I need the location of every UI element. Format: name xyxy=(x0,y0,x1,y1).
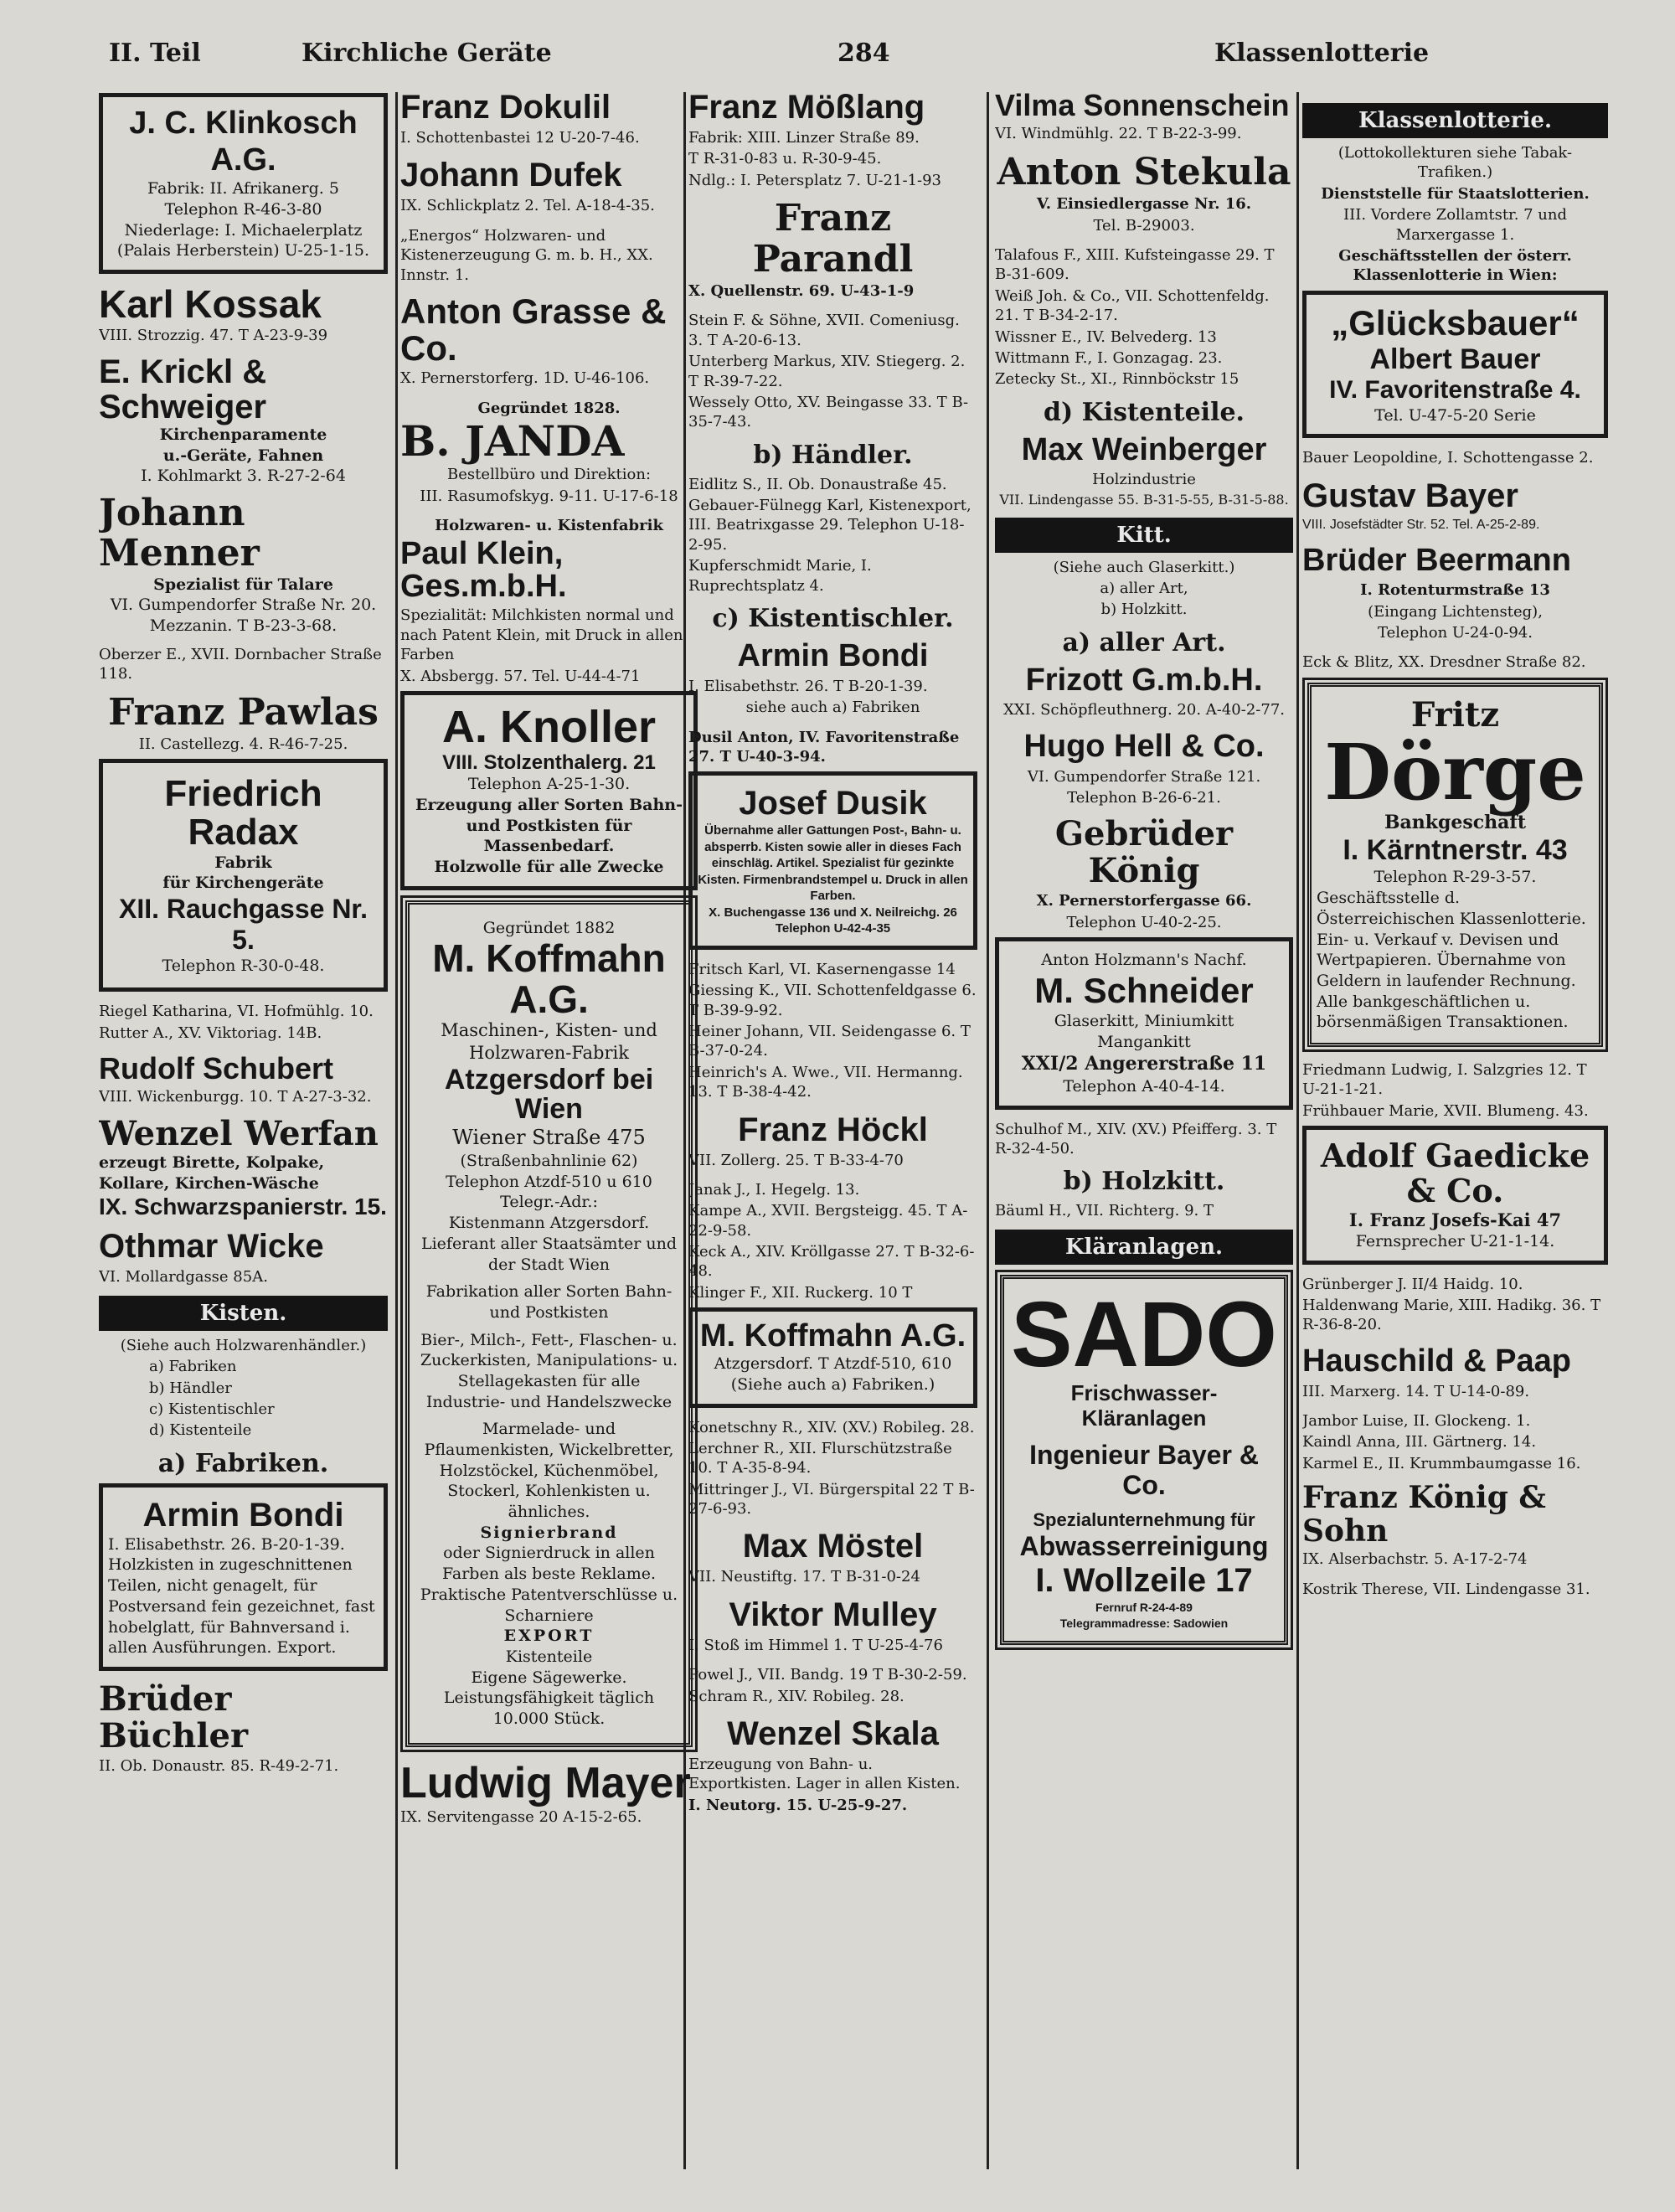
ad-line: Kistenmann Atzgersdorf. xyxy=(448,1214,650,1233)
section-note: (Lottokollekturen siehe Tabak-Trafiken.) xyxy=(1337,144,1573,182)
ad-text: Übernahme aller Gattungen Post-, Bahn- u. absperrb. Kisten sowie aller in dieses Fach einschläg. Artikel. Spezialist für gezinkte Kisten. Firmenbrandstempel u. Druck in allen Farben. xyxy=(698,823,968,904)
section-heading: a) Fabriken. xyxy=(157,1448,329,1478)
directory-entry: Giessing K., VII. Schottenfeldgasse 6. T B-39-9-92. xyxy=(688,982,977,1019)
company-name: Hugo Hell & Co. xyxy=(1023,728,1265,764)
column-5 xyxy=(1302,88,1608,2204)
address: VI. Windmühlg. 22. T B-22-3-99. xyxy=(995,125,1242,143)
ad-knoller xyxy=(400,691,698,890)
ad-line: IX. Schwarzspanierstr. 15. xyxy=(99,1194,387,1220)
ad-line: Tel. B-29003. xyxy=(1093,216,1195,235)
company-name: Anton Grasse & Co. xyxy=(400,291,667,369)
ad-line: (Eingang Lichtensteg), xyxy=(1368,602,1543,621)
directory-entry: Karmel E., II. Krummbaumgasse 16. xyxy=(1302,1454,1581,1472)
company-name: Wenzel Werfan xyxy=(99,1113,379,1153)
ad-line: Fabrik: II. Afrikanerg. 5 xyxy=(147,179,339,199)
company-name: Frizott G.m.b.H. xyxy=(1025,662,1263,698)
ad-radax xyxy=(99,759,388,992)
directory-entry: Kaindl Anna, III. Gärtnerg. 14. xyxy=(1302,1433,1537,1451)
section-bar-klaeranlagen: Kläranlagen. xyxy=(995,1230,1293,1265)
ad-line: Bier-, Milch-, Fett-, Flaschen- u. Zuckerkisten, Manipulations- u. Stellagekasten für alle Industrie- und Handelszwecke xyxy=(420,1330,678,1411)
directory-entry: Kupferschmidt Marie, I. Ruprechtsplatz 4. xyxy=(688,557,872,595)
company-name: Max Möstel xyxy=(742,1528,924,1565)
ad-line: Signierbrand xyxy=(480,1523,618,1542)
ad-line: (Straßenbahnlinie 62) xyxy=(460,1152,638,1171)
directory-entry: Unterberg Markus, XIV. Stiegerg. 2. T R-39-7-22. xyxy=(688,353,966,390)
ad-text: I. Elisabethstr. 26. B-20-1-39. Holzkisten in zugeschnittenen Teilen, nicht genagelt, für Postversand fein gezeichnet, fast hobelglatt, für Bahnversand i. allen Ausführungen. Export. xyxy=(108,1534,375,1658)
company-name: Dörge xyxy=(1324,726,1586,817)
company-name: Franz Höckl xyxy=(738,1111,928,1148)
ad-line: (Palais Herberstein) U-25-1-15. xyxy=(116,241,370,260)
company-name: Hauschild & Paap xyxy=(1302,1343,1571,1379)
section-bar-kisten: Kisten. xyxy=(99,1296,388,1331)
list-item: d) Kistenteile xyxy=(149,1421,252,1440)
ad-line: (Siehe auch a) Fabriken.) xyxy=(730,1374,935,1394)
ad-bondi xyxy=(99,1483,388,1671)
address: VII. Neustiftg. 17. T B-31-0-24 xyxy=(688,1568,920,1586)
ad-line: Telephon R-30-0-48. xyxy=(162,956,325,975)
directory-entry: Eidlitz S., II. Ob. Donaustraße 45. xyxy=(688,475,947,493)
directory-entry: Talafous F., XIII. Kufsteingasse 29. T B-31-609. xyxy=(995,245,1275,284)
ad-line: Ingenieur Bayer & Co. xyxy=(1029,1439,1259,1501)
company-name: Franz Parandl xyxy=(752,197,914,281)
company-name: Gustav Bayer xyxy=(1302,477,1518,514)
company-name: Gebrüder König xyxy=(1054,814,1234,891)
directory-entry: Wessely Otto, XV. Beingasse 33. T B-35-7-43. xyxy=(688,393,969,431)
ad-line: Tel. U-47-5-20 Serie xyxy=(1374,405,1536,425)
company-name: SADO xyxy=(1011,1282,1277,1386)
ad-line: X. Pernerstorfergasse 66. xyxy=(1036,892,1252,910)
company-name: B. JANDA xyxy=(400,415,625,466)
address: I. Neutorg. 15. U-25-9-27. xyxy=(688,1796,908,1814)
company-name: Johann Dufek xyxy=(400,157,622,194)
ad-line: Spezialist für Talare xyxy=(153,575,333,594)
directory-entry: Heinrich's A. Wwe., VII. Hermanng. 13. T B-38-4-42. xyxy=(688,1063,963,1101)
company-name: Franz Pawlas xyxy=(108,690,379,734)
ad-line: erzeugt Birette, Kolpake, xyxy=(99,1152,325,1172)
directory-entry: Riegel Katharina, VI. Hofmühlg. 10. xyxy=(99,1003,374,1021)
company-name: Josef Dusik xyxy=(739,785,927,822)
directory-entry: Kampe A., XVII. Bergsteigg. 45. T A-22-9-58. xyxy=(688,1202,968,1240)
address: IX. Alserbachstr. 5. A-17-2-74 xyxy=(1302,1550,1528,1569)
address: VIII. Wickenburgg. 10. T A-27-3-32. xyxy=(99,1088,372,1106)
ad-line: IV. Favoritenstraße 4. xyxy=(1329,376,1581,405)
company-name: J. C. Klinkosch A.G. xyxy=(129,106,358,178)
ad-line: Mangankitt xyxy=(1097,1032,1191,1051)
ad-line: Holzwaren- u. Kistenfabrik xyxy=(435,517,663,535)
address: X. Buchengasse 136 und X. Neilreichg. 26 xyxy=(709,905,957,920)
ad-klinkosch xyxy=(99,93,388,274)
directory-entry: Klinger F., XII. Ruckerg. 10 T xyxy=(688,1283,913,1302)
directory-entry: Gebauer-Fülnegg Karl, Kistenexport, III. Beatrixgasse 29. Telephon U-18-2-95. xyxy=(688,497,972,554)
company-name: Vilma Sonnenschein xyxy=(995,88,1290,122)
column-2 xyxy=(400,88,698,2204)
ad-line: Dienststelle für Staatslotterien. xyxy=(1321,184,1590,203)
directory-entry: Mittringer J., VI. Bürgerspital 22 T B-27-6-93. xyxy=(688,1480,975,1518)
company-name: Brüder Beermann xyxy=(1302,542,1571,578)
phone: Telephon U-42-4-35 xyxy=(775,921,891,936)
list-item: a) aller Art, xyxy=(1100,579,1188,597)
company-name: M. Schneider xyxy=(1034,970,1254,1010)
address: X. Quellenstr. 69. U-43-1-9 xyxy=(688,281,915,300)
directory-entry: Bäuml H., VII. Richterg. 9. T xyxy=(995,1202,1214,1220)
directory-entry: Heiner Johann, VII. Seidengasse 6. T B-37-0-24. xyxy=(688,1022,971,1060)
company-name: „Glücksbauer“ xyxy=(1331,302,1580,343)
ad-line: VIII. Stolzenthalerg. 21 xyxy=(442,750,656,774)
ad-line: Lieferant aller Staatsämter und der Stadt Wien xyxy=(420,1234,678,1274)
directory-entry: Eck & Blitz, XX. Dresdner Straße 82. xyxy=(1302,653,1586,672)
ad-line: Telephon B-26-6-21. xyxy=(1067,788,1221,807)
directory-entry: Weiß Joh. & Co., VII. Schottenfeldg. 21. T B-34-2-17. xyxy=(995,286,1270,325)
list-item: b) Holzkitt. xyxy=(1100,601,1188,619)
ad-line: für Kirchengeräte xyxy=(162,874,324,893)
directory-entry: Rutter A., XV. Viktoriag. 14B. xyxy=(99,1024,322,1042)
ad-line: VII. Lindengasse 55. B-31-5-55, B-31-5-88. xyxy=(999,491,1289,508)
ad-line: Telephon A-25-1-30. xyxy=(467,775,631,794)
ad-line: I. Kohlmarkt 3. R-27-2-64 xyxy=(141,467,346,486)
company-name: Brüder Büchler xyxy=(99,1678,249,1756)
page-number: 284 xyxy=(838,39,890,68)
directory-entry: Dusil Anton, IV. Favoritenstraße 27. T U-40-3-94. xyxy=(688,728,960,766)
directory-entry: Haldenwang Marie, XIII. Hadikg. 36. T R-36-8-20. xyxy=(1302,1297,1601,1334)
ad-line: Fabrik xyxy=(214,853,272,872)
ad-line: u.-Geräte, Fahnen xyxy=(162,446,324,465)
company-name: Karl Kossak xyxy=(99,282,322,327)
company-name: Max Weinberger xyxy=(1021,431,1267,467)
ad-line: I. Wollzeile 17 xyxy=(1035,1562,1253,1600)
ad-line: Telephon U-40-2-25. xyxy=(1066,913,1222,931)
ad-line: I. Elisabethstr. 26. T B-20-1-39. xyxy=(688,677,928,695)
directory-entry: Frühbauer Marie, XVII. Blumeng. 43. xyxy=(1302,1101,1589,1120)
ad-line: VI. Gumpendorfer Straße Nr. 20. xyxy=(110,596,377,615)
ad-text: Geschäftsstelle d. Österreichischen Klassenlotterie. Ein- u. Verkauf v. Devisen und Wertpapieren. Übernahme von Geldern in laufender Rechnung. Alle bankgeschäftlichen u. börsenmäßigen Transaktionen. xyxy=(1317,889,1586,1032)
ad-line: EXPORT xyxy=(503,1627,595,1646)
column-1 xyxy=(99,88,388,2204)
directory-entry: Grünberger J. II/4 Haidg. 10. xyxy=(1302,1275,1523,1293)
address: III. Marxerg. 14. T U-14-0-89. xyxy=(1302,1382,1530,1400)
address: X. Pernerstorferg. 1D. U-46-106. xyxy=(400,369,650,388)
address: IX. Servitengasse 20 A-15-2-65. xyxy=(400,1808,642,1827)
directory-entry: Janak J., I. Hegelg. 13. xyxy=(688,1180,860,1199)
section-note: (Siehe auch Glaserkitt.) xyxy=(1053,558,1235,576)
part-label: II. Teil xyxy=(109,39,201,68)
ad-line: Holzindustrie xyxy=(1092,471,1196,489)
section-heading: b) Händler. xyxy=(753,440,913,470)
ad-line: Eigene Sägewerke. Leistungsfähigkeit täglich 10.000 Stück. xyxy=(443,1668,655,1728)
ad-gluecksbauer xyxy=(1302,291,1608,439)
section-title-right: Klassenlotterie xyxy=(1214,39,1430,68)
company-name: Wenzel Skala xyxy=(727,1715,939,1753)
directory-entry: Stein F. & Söhne, XVII. Comeniusg. 3. T A-20-6-13. xyxy=(688,312,960,349)
company-name: Franz Dokulil xyxy=(400,89,611,126)
page-header xyxy=(109,39,1533,72)
ad-line: Anton Holzmann's Nachf. xyxy=(1041,951,1247,970)
phone: Fernruf R-24-4-89 xyxy=(1095,1601,1193,1615)
section-heading: a) aller Art. xyxy=(1062,627,1226,657)
ad-line: Niederlage: I. Michaelerplatz xyxy=(124,220,363,240)
ad-line: Telephon R-46-3-80 xyxy=(164,200,322,219)
address: XXI. Schöpfleuthnerg. 20. A-40-2-77. xyxy=(1002,701,1285,719)
ad-line: Bankgeschäft xyxy=(1384,811,1527,833)
company-name: Friedrich Radax xyxy=(164,773,322,853)
address: VIII. Josefstädter Str. 52. Tel. A-25-2-89. xyxy=(1302,517,1540,532)
company-name: Armin Bondi xyxy=(142,1496,344,1534)
column-3 xyxy=(688,88,977,2204)
column-divider xyxy=(987,92,989,2169)
directory-entry: Wittmann F., I. Gonzagag. 23. xyxy=(995,348,1223,367)
directory-entry: Schram R., XIV. Robileg. 28. xyxy=(688,1687,904,1705)
company-name: Franz Mößlang xyxy=(688,89,925,126)
ad-line: VI. Gumpendorfer Straße 121. xyxy=(1027,767,1261,786)
directory-entry: Schulhof M., XIV. (XV.) Pfeifferg. 3. T R-32-4-50. xyxy=(995,1120,1277,1158)
company-name: A. Knoller xyxy=(441,701,657,752)
ad-line: Spezialunternehmung für xyxy=(1033,1509,1255,1531)
company-name: Ludwig Mayer xyxy=(400,1758,691,1807)
directory-entry: Friedmann Ludwig, I. Salzgries 12. T U-21-1-21. xyxy=(1302,1060,1587,1099)
ad-line: Erzeugung von Bahn- u. Exportkisten. Lager in allen Kisten. xyxy=(688,1756,961,1793)
ad-line: Telephon U-24-0-94. xyxy=(1377,623,1533,642)
ad-koffmahn xyxy=(405,900,693,1747)
ad-line: Telephon A-40-4-14. xyxy=(1063,1077,1225,1096)
founded-note: Gegründet 1882 xyxy=(482,918,616,937)
ad-line: Mezzanin. T B-23-3-68. xyxy=(149,616,338,636)
ad-line: Fabrik: XIII. Linzer Straße 89. xyxy=(688,129,920,147)
directory-entry: Powel J., VII. Bandg. 19 T B-30-2-59. xyxy=(688,1666,967,1684)
ad-line: Spezialität: Milchkisten normal und nach Patent Klein, mit Druck in allen Farben xyxy=(400,606,683,664)
ad-line: Kollare, Kirchen-Wäsche xyxy=(99,1173,319,1193)
list-item: b) Händler xyxy=(149,1379,232,1397)
column-4 xyxy=(995,88,1293,2204)
address: VIII. Strozzig. 47. T A-23-9-39 xyxy=(99,327,328,345)
directory-entry: Konetschny R., XIV. (XV.) Robileg. 28. xyxy=(688,1418,975,1436)
ad-line: III. Vordere Zollamtstr. 7 und Marxergasse 1. xyxy=(1343,206,1568,244)
ad-line: Holzwolle für alle Zwecke xyxy=(434,857,664,876)
directory-entry: Oberzer E., XVII. Dornbacher Straße 118. xyxy=(99,645,382,683)
directory-entry: Kostrik Therese, VII. Lindengasse 31. xyxy=(1302,1580,1590,1598)
ad-line: Atzgersdorf bei Wien xyxy=(444,1063,654,1126)
ad-line: Glaserkitt, Miniumkitt xyxy=(1054,1012,1234,1031)
ad-line: Geschäftsstellen der österr. Klassenlotterie in Wien: xyxy=(1338,246,1572,285)
company-name: Rudolf Schubert xyxy=(99,1051,333,1086)
address: VI. Mollardgasse 85A. xyxy=(99,1268,268,1286)
directory-entry: Fritsch Karl, VI. Kasernengasse 14 xyxy=(688,960,956,978)
ad-line: XII. Rauchgasse Nr. 5. xyxy=(118,894,368,955)
ad-line: Kistenteile xyxy=(505,1647,593,1666)
company-name: Franz König & Sohn xyxy=(1302,1480,1546,1549)
directory-entry: Jambor Luise, II. Glockeng. 1. xyxy=(1302,1411,1531,1430)
directory-entry: Bauer Leopoldine, I. Schottengasse 2. xyxy=(1302,449,1594,467)
ad-line: V. Einsiedlergasse Nr. 16. xyxy=(1036,195,1252,214)
address: VII. Zollerg. 25. T B-33-4-70 xyxy=(688,1151,904,1169)
ad-line: siehe auch a) Fabriken xyxy=(745,699,920,717)
ad-line: Fritz xyxy=(1410,694,1500,735)
ad-line: X. Absbergg. 57. Tel. U-44-4-71 xyxy=(400,667,641,685)
telegram-address: Telegrammadresse: Sadowien xyxy=(1059,1616,1229,1630)
ad-gaedicke xyxy=(1302,1126,1608,1265)
founded-note: Gegründet 1828. xyxy=(477,399,621,417)
ad-line: Frischwasser-Kläranlagen xyxy=(1070,1379,1218,1431)
ad-line: I. Franz Josefs-Kai 47 xyxy=(1348,1209,1562,1230)
address: I. Schottenbastei 12 U-20-7-46. xyxy=(400,129,640,147)
ad-line: III. Rasumofskyg. 9-11. U-17-6-18 xyxy=(420,487,678,505)
company-name: M. Koffmahn A.G. xyxy=(432,936,666,1021)
section-heading: d) Kistenteile. xyxy=(1044,397,1245,427)
ad-line: I. Kärntnerstr. 43 xyxy=(1343,834,1568,867)
ad-line: Marmelade- und Pflaumenkisten, Wickelbretter, Holzstöckel, Küchenmöbel, Stockerl, Kohlenkisten u. ähnliches. xyxy=(424,1420,674,1522)
section-title-left: Kirchliche Geräte xyxy=(302,39,552,68)
section-heading: b) Holzkitt. xyxy=(1063,1167,1225,1197)
ad-line: Abwasserreinigung xyxy=(1019,1530,1269,1561)
ad-line: XXI/2 Angererstraße 11 xyxy=(1021,1053,1267,1075)
ad-line: Kirchenparamente xyxy=(159,425,327,444)
section-bar-kitt: Kitt. xyxy=(995,518,1293,553)
ad-line: Telephon R-29-3-57. xyxy=(1374,868,1537,887)
ad-line: Erzeugung aller Sorten Bahn- und Postkisten für Massenbedarf. xyxy=(415,795,683,856)
address: I. Stoß im Himmel 1. T U-25-4-76 xyxy=(688,1636,943,1654)
ad-line: T R-31-0-83 u. R-30-9-45. xyxy=(688,150,882,168)
address: II. Ob. Donaustr. 85. R-49-2-71. xyxy=(99,1756,339,1775)
directory-entry: Lerchner R., XII. Flurschützstraße 10. T A-35-8-94. xyxy=(688,1439,952,1477)
directory-entry: Zetecky St., XI., Rinnböckstr 15 xyxy=(995,370,1240,389)
company-name: Anton Stekula xyxy=(997,150,1291,193)
ad-line: Ndlg.: I. Petersplatz 7. U-21-1-93 xyxy=(688,171,942,189)
list-item: c) Kistentischler xyxy=(149,1400,275,1418)
ad-line: Fernsprecher U-21-1-14. xyxy=(1355,1232,1555,1250)
company-name: M. Koffmahn A.G. xyxy=(699,1318,966,1354)
company-name: Viktor Mulley xyxy=(729,1596,937,1633)
ad-line: I. Rotenturmstraße 13 xyxy=(1360,581,1550,600)
ad-line: Telephon Atzdf-510 u 610 xyxy=(446,1172,652,1191)
ad-line: Fabrikation aller Sorten Bahn- und Postkisten xyxy=(425,1282,673,1322)
ad-schneider xyxy=(995,937,1293,1110)
ad-line: oder Signierdruck in allen Farben als beste Reklame. Praktische Patentverschlüsse u. Scharniere xyxy=(420,1544,678,1625)
ad-line: Telegr.-Adr.: xyxy=(500,1193,598,1212)
ad-line: Wiener Straße 475 xyxy=(452,1125,646,1149)
ad-line: Bestellbüro und Direktion: xyxy=(446,466,652,484)
ad-koffmahn-2 xyxy=(688,1307,977,1407)
company-name: Paul Klein, Ges.m.b.H. xyxy=(400,535,567,605)
column-divider xyxy=(1296,92,1299,2169)
company-name: Johann Menner xyxy=(99,491,260,575)
section-bar-klassenlotterie: Klassenlotterie. xyxy=(1302,103,1608,138)
company-name: Armin Bondi xyxy=(737,638,929,674)
ad-dusik xyxy=(688,771,977,950)
list-item: a) Fabriken xyxy=(149,1358,237,1376)
ad-doerge xyxy=(1307,683,1603,1047)
address: II. Castellezg. 4. R-46-7-25. xyxy=(138,735,348,753)
ad-line: Atzgersdorf. T Atzdf-510, 610 xyxy=(714,1354,952,1374)
ad-sado xyxy=(1000,1275,1288,1645)
company-name: E. Krickl & Schweiger xyxy=(99,353,267,425)
directory-entry: Keck A., XIV. Kröllgasse 27. T B-32-6-48. xyxy=(688,1243,975,1281)
company-name: Othmar Wicke xyxy=(99,1228,324,1266)
address: IX. Schlickplatz 2. Tel. A-18-4-35. xyxy=(400,197,655,215)
ad-line: Maschinen-, Kisten- und Holzwaren-Fabrik xyxy=(441,1019,657,1064)
directory-entry: Wissner E., IV. Belvederg. 13 xyxy=(995,327,1217,346)
section-note: (Siehe auch Holzwarenhändler.) xyxy=(120,1336,367,1354)
section-heading: c) Kistentischler. xyxy=(712,604,954,634)
ad-line: Albert Bauer xyxy=(1369,343,1541,376)
column-divider xyxy=(395,92,398,2169)
company-name: Adolf Gaedicke & Co. xyxy=(1320,1137,1590,1209)
directory-entry: „Energos“ Holzwaren- und Kistenerzeugung G. m. b. H., XX. Innstr. 1. xyxy=(400,226,653,284)
